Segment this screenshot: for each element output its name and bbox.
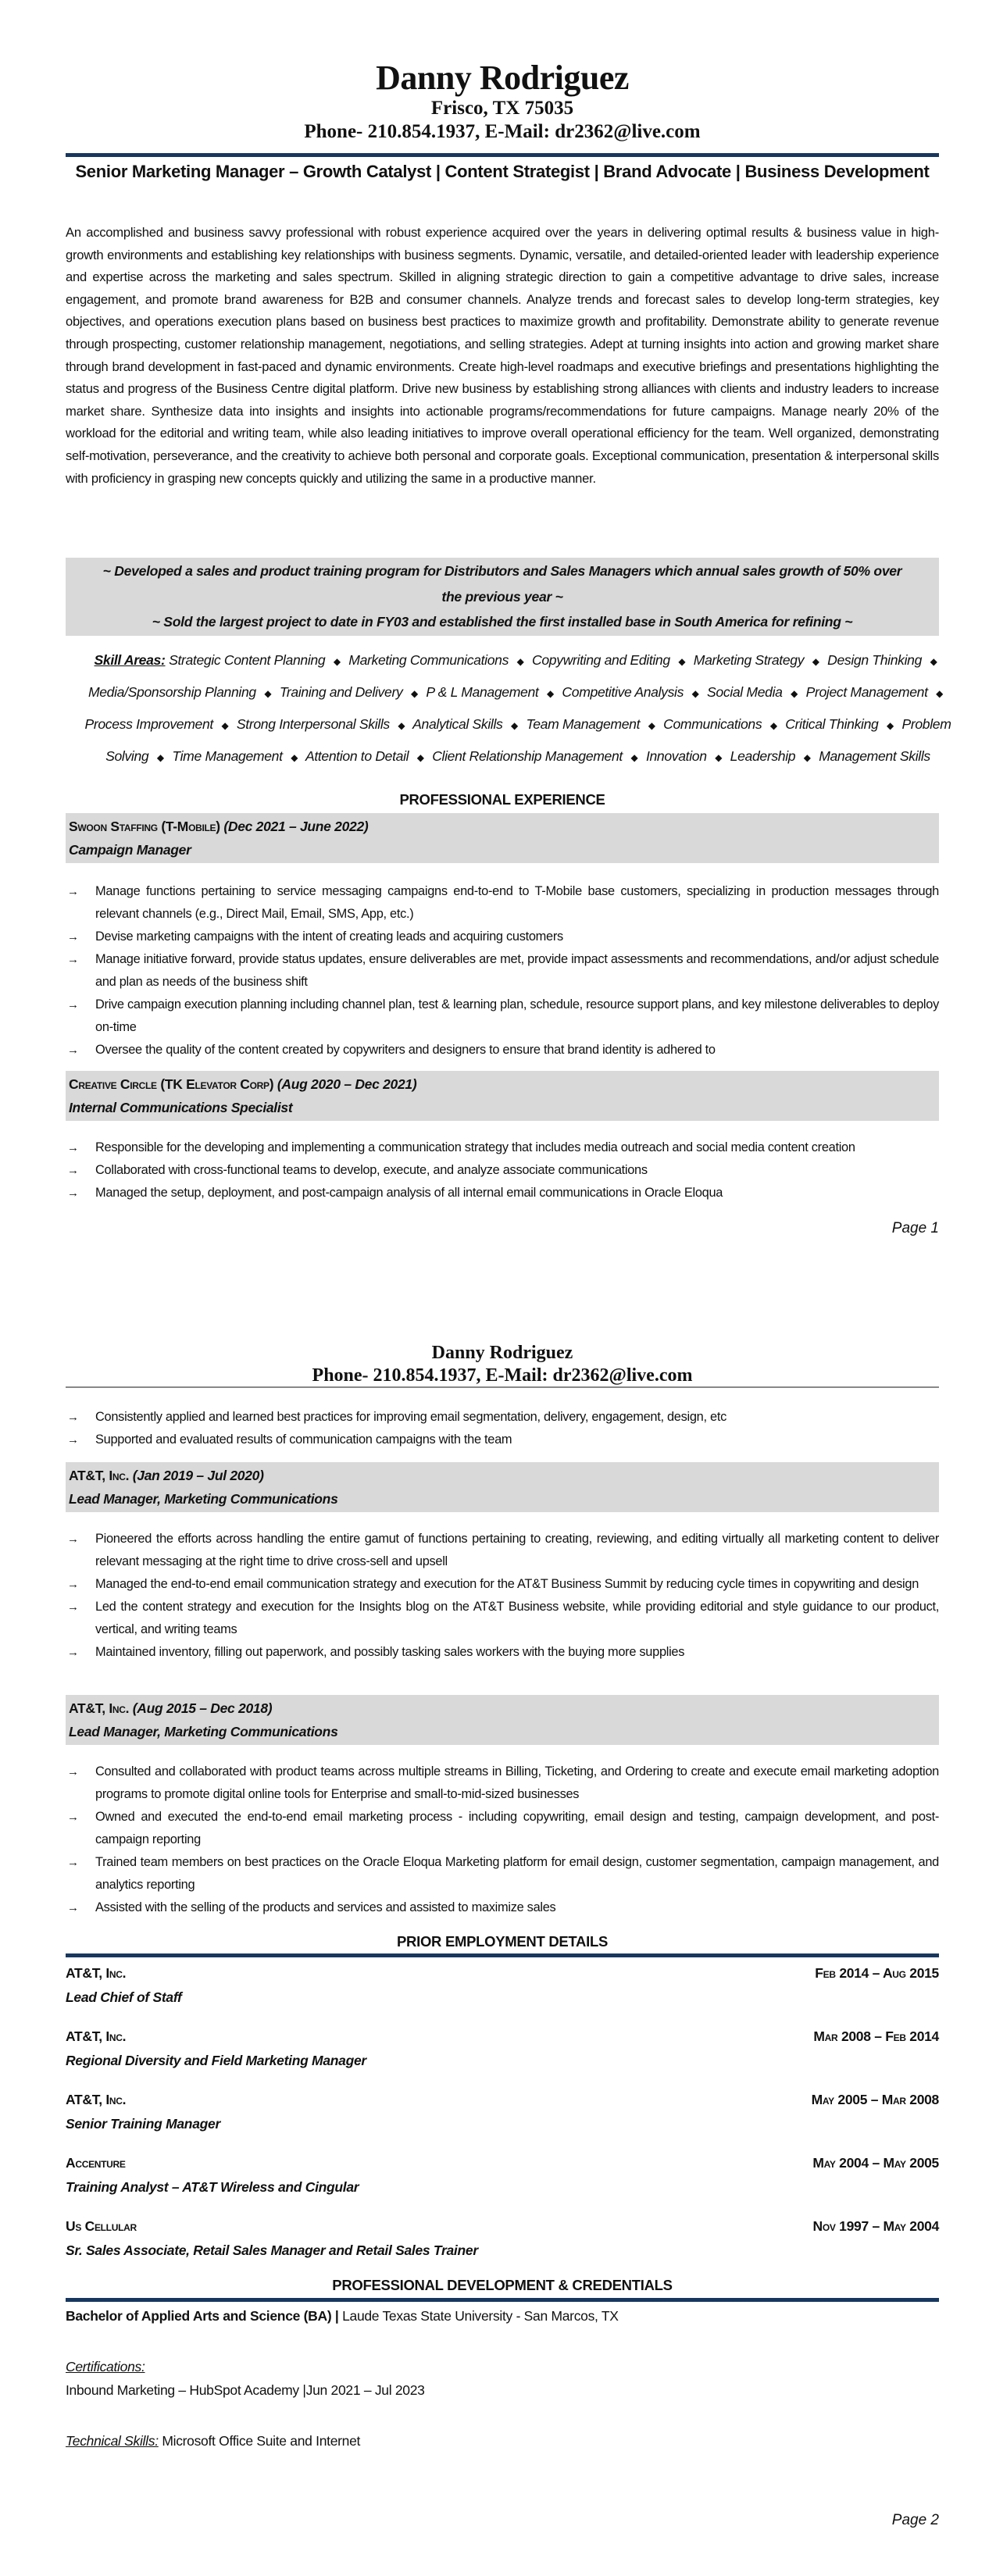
skill-item: Leadership [730, 748, 796, 764]
highlight: ~ Developed a sales and product training program for Distributors and Sales Managers which annual sales growth of 50% over the previous year ~ [102, 563, 902, 605]
bullet-item: → Manage functions pertaining to service messaging campaigns end-to-end to T-Mobile base customers, specializing in production messages through relevant channels (e.g., Direct Mail, Email, SMS, App, etc.) [66, 880, 939, 926]
page-2-header [66, 1342, 939, 1387]
bullet-item: → Pioneered the efforts across handling the entire gamut of functions pertaining to creating, reviewing, and editing virtually all marketing content to deliver relevant messaging at the right time to drive cross-sell and upsell [66, 1528, 939, 1573]
diamond-separator-icon: ◆ [630, 752, 638, 763]
section-title-prior-employment: PRIOR EMPLOYMENT DETAILS [397, 1933, 608, 1950]
diamond-separator-icon: ◆ [791, 688, 798, 699]
diamond-separator-icon: ◆ [936, 688, 944, 699]
skill-item: Strong Interpersonal Skills [236, 716, 390, 732]
bullet-item: → Assisted with the selling of the products and services and assisted to maximize sales [66, 1896, 939, 1919]
prior-employment-entry [66, 2214, 939, 2277]
prior-dates: Nov 1997 – May 2004 [812, 2218, 939, 2234]
candidate-name: Danny Rodriguez [431, 1343, 573, 1363]
diamond-separator-icon: ◆ [516, 656, 524, 667]
page-number: Page 2 [891, 2512, 939, 2528]
arrow-icon: → [67, 1811, 79, 1824]
arrow-icon: → [67, 1578, 79, 1591]
career-highlights [66, 558, 939, 636]
skill-item: Client Relationship Management [432, 748, 623, 764]
diamond-separator-icon: ◆ [291, 752, 298, 763]
job-dates: (Aug 2015 – Dec 2018) [132, 1700, 273, 1716]
arrow-icon: → [67, 1433, 79, 1447]
bullet-item: → Owned and executed the end-to-end email marketing process - including copywriting, email design and testing, campaign development, and post-campaign reporting [66, 1806, 939, 1851]
skill-item: Process Improvement [84, 716, 213, 732]
job-company: Swoon Staffing (T-Mobile) [69, 819, 220, 834]
skill-item: Analytical Skills [412, 716, 503, 732]
skill-item: Project Management [805, 684, 928, 700]
skill-item: Marketing Communications [348, 652, 509, 668]
job-entry [66, 1695, 939, 1919]
degree: Bachelor of Applied Arts and Science (BA) | [66, 2308, 339, 2324]
arrow-icon: → [67, 1532, 79, 1546]
arrow-icon: → [67, 1856, 79, 1869]
skill-areas [66, 645, 970, 773]
job-company: AT&T, Inc. [69, 1468, 130, 1483]
skill-areas-label: Skill Areas: [94, 652, 166, 668]
education [66, 2304, 939, 2328]
skill-item: P & L Management [426, 684, 539, 700]
bullet-item: → Devise marketing campaigns with the intent of creating leads and acquiring customers [66, 926, 939, 948]
arrow-icon: → [67, 953, 79, 966]
candidate-name: Danny Rodriguez [376, 59, 629, 97]
arrow-icon: → [67, 1044, 79, 1057]
prior-employment-entry [66, 2087, 939, 2150]
diamond-separator-icon: ◆ [715, 752, 723, 763]
bullet-item: → Responsible for the developing and implementing a communication strategy that includes media outreach and social media content creation [66, 1136, 939, 1159]
job-dates: (Dec 2021 – June 2022) [223, 819, 369, 834]
prior-company: AT&T, Inc. [66, 2092, 127, 2107]
skill-item: Communications [663, 716, 762, 732]
diamond-separator-icon: ◆ [264, 688, 272, 699]
prior-role: Sr. Sales Associate, Retail Sales Manager and Retail Sales Trainer [66, 2242, 478, 2258]
bullet-item: → Trained team members on best practices on the Oracle Eloqua Marketing platform for email design, customer segmentation, campaign management, and analytics reporting [66, 1851, 939, 1896]
diamond-separator-icon: ◆ [648, 720, 655, 731]
skill-item: Problem Solving [105, 716, 951, 764]
skill-item: Copywriting and Editing [532, 652, 670, 668]
diamond-separator-icon: ◆ [769, 720, 777, 731]
arrow-icon: → [67, 1901, 79, 1914]
arrow-icon: → [67, 998, 79, 1011]
prior-employment-entry [66, 2150, 939, 2214]
prior-company: AT&T, Inc. [66, 2028, 127, 2044]
bullet-item: → Supported and evaluated results of communication campaigns with the team [66, 1429, 939, 1451]
header-divider [66, 1386, 939, 1388]
job-bullets [66, 880, 939, 1061]
prior-dates: Mar 2008 – Feb 2014 [813, 2028, 939, 2044]
diamond-separator-icon: ◆ [511, 720, 518, 731]
job-entry [66, 1071, 939, 1204]
resume-page-2 [0, 1289, 996, 2576]
job-company: Creative Circle (TK Elevator Corp) [69, 1076, 274, 1092]
certifications-label: Certifications: [66, 2359, 145, 2374]
headline: Senior Marketing Manager – Growth Catalyst | Content Strategist | Brand Advocate | Business Development [75, 162, 930, 181]
skill-item: Critical Thinking [785, 716, 879, 732]
job-role: Lead Manager, Marketing Communications [69, 1491, 338, 1507]
job-header [66, 1462, 939, 1512]
prior-employment-entry [66, 2024, 939, 2087]
diamond-separator-icon: ◆ [812, 656, 819, 667]
bullet-item: → Led the content strategy and execution for the Insights blog on the AT&T Business website, while providing editorial and style guidance to our product, vertical, and writing teams [66, 1596, 939, 1641]
header-divider [66, 153, 939, 157]
arrow-icon: → [67, 930, 79, 944]
bullet-item: → Oversee the quality of the content created by copywriters and designers to ensure that brand identity is adhered to [66, 1039, 939, 1061]
section-title-credentials: PROFESSIONAL DEVELOPMENT & CREDENTIALS [332, 2277, 673, 2293]
job-dates: (Aug 2020 – Dec 2021) [277, 1076, 417, 1092]
candidate-contact: Phone- 210.854.1937, E-Mail: dr2362@live.com [304, 121, 701, 142]
arrow-icon: → [67, 1186, 79, 1200]
prior-company: Us Cellular [66, 2218, 137, 2234]
skill-item: Social Media [707, 684, 783, 700]
skill-item: Marketing Strategy [693, 652, 805, 668]
candidate-location: Frisco, TX 75035 [430, 98, 574, 119]
section-divider [66, 2298, 939, 2302]
skill-item: Innovation [645, 748, 707, 764]
technical-skills-label: Technical Skills: [66, 2433, 159, 2449]
diamond-separator-icon: ◆ [930, 656, 937, 667]
job-entry [66, 1462, 939, 1664]
prior-employment-list [66, 1961, 939, 2277]
job-bullets [66, 1528, 939, 1664]
job-bullets [66, 1136, 939, 1204]
technical-skills-value: Microsoft Office Suite and Internet [162, 2433, 361, 2449]
prior-role: Senior Training Manager [66, 2116, 220, 2132]
diamond-separator-icon: ◆ [691, 688, 699, 699]
skill-item: Time Management [172, 748, 283, 764]
arrow-icon: → [67, 885, 79, 898]
bullet-item: → Collaborated with cross-functional teams to develop, execute, and analyze associate communications [66, 1159, 939, 1182]
arrow-icon: → [67, 1411, 79, 1424]
diamond-separator-icon: ◆ [333, 656, 341, 667]
prior-role: Training Analyst – AT&T Wireless and Cingular [66, 2179, 359, 2195]
bullet-item: → Consulted and collaborated with product teams across multiple streams in Billing, Ticketing, and Ordering to create and execute email marketing adoption programs to promote digital online tools for Enterprise and small-to-mid-sized businesses [66, 1761, 939, 1806]
skill-item: Media/Sponsorship Planning [87, 684, 256, 700]
prior-company: Accenture [66, 2155, 126, 2171]
skill-item: Management Skills [819, 748, 930, 764]
diamond-separator-icon: ◆ [803, 752, 811, 763]
prior-dates: Feb 2014 – Aug 2015 [815, 1965, 939, 1981]
job-header [66, 1695, 939, 1745]
diamond-separator-icon: ◆ [398, 720, 405, 731]
highlight: ~ Sold the largest project to date in FY03 and established the first installed base in South America for refining ~ [152, 614, 853, 630]
bullet-item: → Maintained inventory, filling out paperwork, and possibly tasking sales workers with the buying more supplies [66, 1641, 939, 1664]
job-role: Campaign Manager [69, 842, 191, 858]
job-entry [66, 813, 939, 1061]
prior-company: AT&T, Inc. [66, 1965, 127, 1981]
professional-summary: An accomplished and business savvy professional with robust experience acquired over the years in delivering optimal results & business value in high-growth environments and establishing key relationships with business segments. Dynamic, versatile, and detailed-oriented leader with leadership experience and expertise across the marketing and sales spectrum. Skilled in aligning strategic direction to gain a competitive advantage to drive sales, increase engagement, and promote brand awareness for B2B and consumer channels. Analyze trends and forecast sales to develop long-term strategies, key objectives, and operations execution plans based on business best practices to maximize growth and profitability. Demonstrate ability to generate revenue through prospecting, customer relationship management, negotiations, and selling strategies. Adept at turning insights into action and growing market share through brand development in fast-paced and dynamic environments. Create high-level roadmaps and executive briefings and presentations highlighting the status and progress of the Business Centre digital platform. Drive new business by establishing strong alliances with clients and industry leaders to increase market share. Synthesize data into insights and insights into actionable programs/recommendations for future campaigns. Manage nearly 20% of the workload for the editorial and writing team, while also leading initiatives to improve overall operational efficiency for the team. Well organized, demonstrating self-motivation, perseverance, and the creativity to achieve both personal and corporate goals. Exceptional communication, presentation & interpersonal skills with proficiency in grasping new concepts quickly and utilizing the same in a productive manner. [66, 225, 939, 486]
section-title-experience: PROFESSIONAL EXPERIENCE [399, 791, 605, 808]
skill-item: Training and Delivery [279, 684, 403, 700]
skill-item: Team Management [526, 716, 641, 732]
bullet-item: → Drive campaign execution planning including channel plan, test & learning plan, schedule, resource support plans, and key milestone deliverables to deploy on-time [66, 994, 939, 1039]
section-divider [66, 1953, 939, 1957]
job-role: Internal Communications Specialist [69, 1100, 293, 1115]
job-bullets [66, 1761, 939, 1919]
diamond-separator-icon: ◆ [156, 752, 164, 763]
bullet-item: → Managed the setup, deployment, and post-campaign analysis of all internal email communications in Oracle Eloqua [66, 1182, 939, 1204]
diamond-separator-icon: ◆ [887, 720, 894, 731]
certification: Inbound Marketing – HubSpot Academy |Jun 2021 – Jul 2023 [66, 2382, 425, 2398]
arrow-icon: → [67, 1765, 79, 1779]
arrow-icon: → [67, 1646, 79, 1659]
bullet-item: → Consistently applied and learned best practices for improving email segmentation, delivery, engagement, design, etc [66, 1406, 939, 1429]
resume-header [66, 59, 939, 144]
prior-employment-entry [66, 1961, 939, 2024]
arrow-icon: → [67, 1600, 79, 1614]
skill-item: Competitive Analysis [562, 684, 684, 700]
diamond-separator-icon: ◆ [221, 720, 229, 731]
prior-role: Lead Chief of Staff [66, 1989, 182, 2005]
prior-dates: May 2004 – May 2005 [812, 2155, 939, 2171]
job-bullets-continued [66, 1406, 939, 1451]
skill-item: Strategic Content Planning [169, 652, 326, 668]
prior-dates: May 2005 – Mar 2008 [811, 2092, 939, 2107]
arrow-icon: → [67, 1141, 79, 1154]
diamond-separator-icon: ◆ [416, 752, 424, 763]
job-company: AT&T, Inc. [69, 1700, 130, 1716]
arrow-icon: → [67, 1164, 79, 1177]
job-header [66, 813, 939, 863]
candidate-contact: Phone- 210.854.1937, E-Mail: dr2362@live.com [312, 1365, 693, 1386]
school: Laude Texas State University - San Marcos, TX [342, 2308, 619, 2324]
bullet-item: → Managed the end-to-end email communication strategy and execution for the AT&T Business Summit by reducing cycle times in copywriting and design [66, 1573, 939, 1596]
page-number: Page 1 [891, 1220, 939, 1236]
job-role: Lead Manager, Marketing Communications [69, 1724, 338, 1739]
diamond-separator-icon: ◆ [678, 656, 686, 667]
technical-skills [66, 2429, 939, 2453]
prior-role: Regional Diversity and Field Marketing Manager [66, 2053, 366, 2068]
skill-item: Design Thinking [827, 652, 923, 668]
bullet-item: → Manage initiative forward, provide status updates, ensure deliverables are met, provide impact assessments and recommendations, and/or adjust schedule and plan as needs of the business shift [66, 948, 939, 994]
diamond-separator-icon: ◆ [410, 688, 418, 699]
job-header [66, 1071, 939, 1121]
skill-item: Attention to Detail [305, 748, 409, 764]
diamond-separator-icon: ◆ [546, 688, 554, 699]
job-dates: (Jan 2019 – Jul 2020) [132, 1468, 264, 1483]
